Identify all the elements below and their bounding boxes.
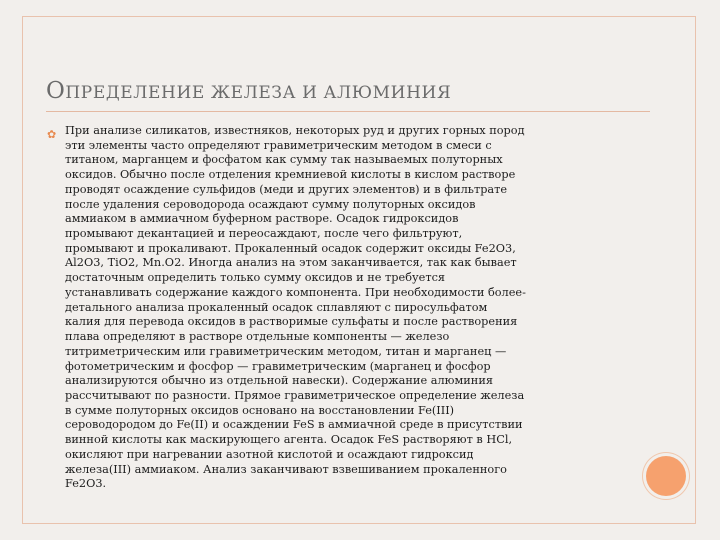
body-line: титриметрическим или гравиметрическим методом, титан и марганец — — [65, 344, 507, 358]
body-line: промывают декантацией и переосаждают, после чего фильтруют, — [65, 227, 463, 241]
body-line: винной кислоты как маскирующего агента. Осадок FeS растворяют в HCl, — [65, 433, 513, 447]
body-line: анализируются обычно из отдельной навески). Содержание алюминия — [65, 374, 493, 388]
body-line: сероводородом до Fe(II) и осаждении FeS в аммиачной среде в присутствии — [65, 418, 523, 432]
body-line: в сумме полуторных оксидов основано на восстановлении Fe(III) — [65, 403, 455, 417]
flower-bullet-icon: ✿ — [47, 128, 57, 141]
body-line: оксидов. Обычно после отделения кремниевой кислоты в кислом растворе — [65, 168, 516, 182]
body-line: Al2O3, TiO2, Mn.O2. Иногда анализ на этом заканчивается, так как бывает — [65, 256, 517, 270]
body-line: промывают и прокаливают. Прокаленный осадок содержит оксиды Fe2O3, — [65, 241, 516, 255]
body-line: окисляют при нагревании азотной кислотой и осаждают гидроксид — [65, 447, 474, 461]
body-line: проводят осаждение сульфидов (меди и других элементов) и в фильтрате — [65, 182, 508, 196]
decorative-circle-icon — [646, 456, 686, 496]
body-line: железа(III) аммиаком. Анализ заканчивают взвешиванием прокаленного — [65, 462, 507, 476]
body-line: достаточным определить только сумму оксидов и не требуется — [65, 271, 446, 285]
body-line: При анализе силикатов, известняков, некоторых руд и других горных пород — [65, 124, 525, 137]
body-line: калия для перевода оксидов в растворимые сульфаты и после растворения — [65, 315, 518, 329]
body-line: титаном, марганцем и фосфатом как сумму так называемых полуторных — [65, 153, 503, 167]
slide-title-rest: ПРЕДЕЛЕНИЕ ЖЕЛЕЗА И АЛЮМИНИЯ — [65, 83, 452, 103]
body-line: эти элементы часто определяют гравиметрическим методом в смеси с — [65, 138, 492, 152]
slide-title-initial: О — [46, 78, 66, 104]
body-line: детального анализа прокаленный осадок сплавляют с пиросульфатом — [65, 300, 488, 314]
body-line: рассчитывают по разности. Прямое гравиметрическое определение железа — [65, 388, 525, 402]
slide-title — [46, 78, 646, 104]
title-divider — [46, 111, 650, 112]
body-line: устанавливать содержание каждого компонента. При необходимости более- — [65, 285, 526, 299]
body-line: Fe2O3. — [65, 477, 107, 491]
body-line: плава определяют в растворе отдельные компоненты — железо — [65, 330, 450, 344]
body-line: после удаления сероводорода осаждают сумму полуторных оксидов — [65, 197, 476, 211]
body-line: аммиаком в аммиачном буферном растворе. Осадок гидроксидов — [65, 212, 459, 226]
body-line: фотометрическим и фосфор — гравиметрическим (марганец и фосфор — [65, 359, 491, 373]
body-paragraph — [65, 124, 635, 492]
